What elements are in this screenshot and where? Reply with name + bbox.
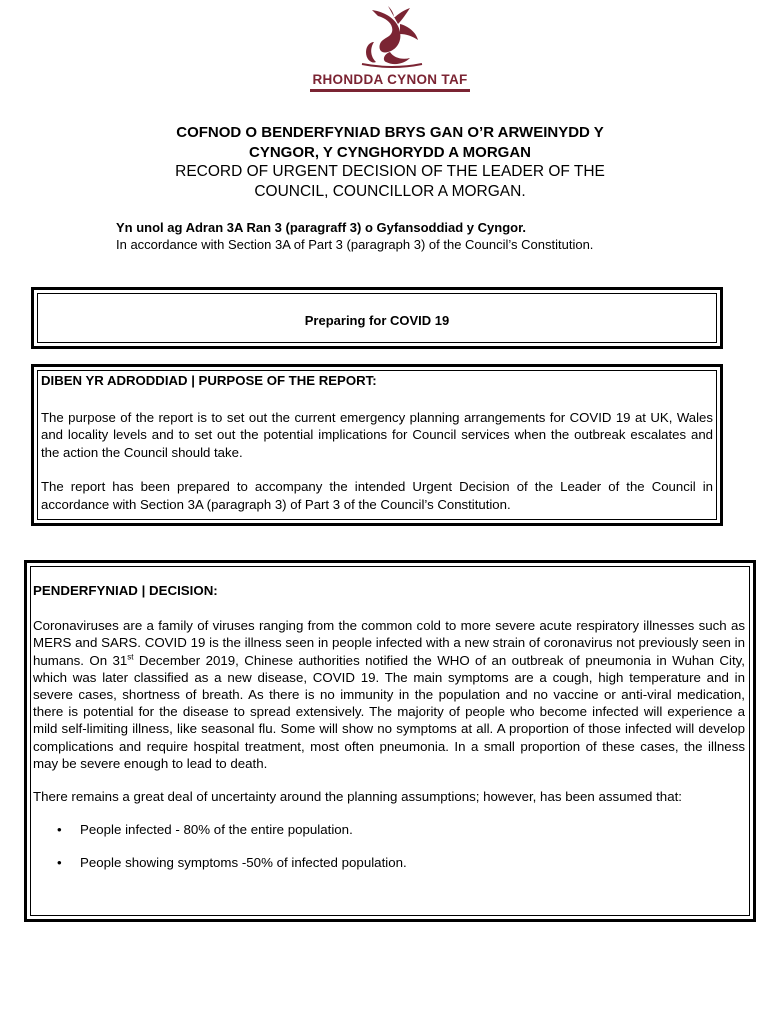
subject-box bbox=[31, 287, 723, 349]
decision-heading: PENDERFYNIAD | DECISION: bbox=[33, 583, 218, 598]
decision-paragraph-1-sup: st bbox=[127, 652, 134, 662]
decision-box bbox=[24, 560, 756, 922]
logo-underline bbox=[310, 89, 470, 92]
title-en-line2: COUNCIL, COUNCILLOR A MORGAN. bbox=[254, 183, 526, 200]
list-item: • People showing symptoms -50% of infected population. bbox=[33, 854, 745, 871]
decision-paragraph-1 bbox=[33, 617, 745, 772]
authority-english: In accordance with Section 3A of Part 3 (paragraph 3) of the Council’s Constitution. bbox=[116, 237, 594, 252]
subject-label: Preparing for COVID 19 bbox=[304, 313, 450, 328]
title-welsh-line1: COFNOD O BENDERFYNIAD BRYS GAN O’R ARWEINYDD Y bbox=[176, 124, 604, 141]
purpose-content bbox=[41, 372, 713, 513]
purpose-heading: DIBEN YR ADRODDIAD | PURPOSE OF THE REPORT: bbox=[41, 373, 377, 388]
rhondda-cynon-taf-logo bbox=[300, 2, 480, 102]
decision-paragraph-1-part1: Coronaviruses are a family of viruses ranging from the common cold to more severe acute respiratory illnesses such as MERS and SARS. COVID 19 is the illness seen in people infected with a new strain of coronavirus not previously seen in humans. On 31 bbox=[33, 618, 745, 668]
logo-wordmark: RHONDDA CYNON TAF bbox=[312, 72, 468, 87]
list-item: • People infected - 80% of the entire population. bbox=[33, 821, 745, 838]
purpose-paragraph-1: The purpose of the report is to set out the current emergency planning arrangements for COVID 19 at UK, Wales and locality levels and to set out the potential implications for Council services when the outbreak escalates and the action the Council should take. bbox=[41, 409, 713, 460]
assumptions-list bbox=[33, 821, 745, 871]
page-title-welsh bbox=[100, 123, 680, 163]
page-title-english bbox=[100, 162, 680, 202]
title-welsh-line2: CYNGOR, Y CYNGHORYDD A MORGAN bbox=[249, 144, 531, 161]
decision-paragraph-1-part2: December 2019, Chinese authorities notified the WHO of an outbreak of pneumonia in Wuhan City, which was later classified as a new disease, COVID 19. The main symptoms are a cough, high temperature and in severe cases, shortness of breath. As there is no immunity in the population and no vaccine or anti-viral medication, there is potential for the disease to spread extensively. The majority of people who become infected will experience a mild self-limiting illness, like seasonal flu. Some will show no symptoms at all. A proportion of those infected will develop complications and require hospital treatment, most often pneumonia. In a small proportion of these cases, the illness may be severe enough to lead to death. bbox=[33, 652, 745, 771]
authority-welsh: Yn unol ag Adran 3A Ran 3 (paragraff 3) o Gyfansoddiad y Cyngor. bbox=[116, 220, 527, 235]
decision-content bbox=[33, 582, 745, 888]
dragon-emblem-icon bbox=[352, 2, 428, 72]
purpose-paragraph-2: The report has been prepared to accompany the intended Urgent Decision of the Leader of the Council in accordance with Section 3A (paragraph 3) of Part 3 of the Council’s Constitution. bbox=[41, 479, 713, 512]
decision-paragraph-2: There remains a great deal of uncertainty around the planning assumptions; however, has been assumed that: bbox=[33, 789, 682, 805]
purpose-box bbox=[31, 364, 723, 526]
title-en-line1: RECORD OF URGENT DECISION OF THE LEADER OF THE bbox=[175, 163, 605, 180]
